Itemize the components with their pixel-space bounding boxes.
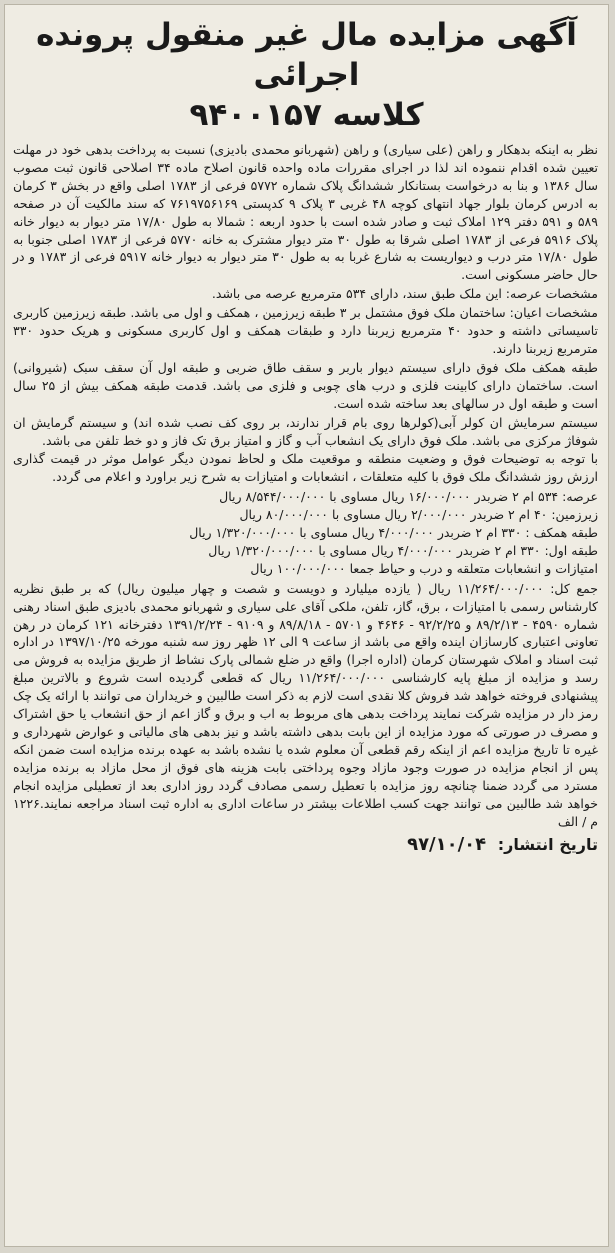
intro-paragraph: نظر به اینکه بدهکار و راهن (علی سیاری) و راهن (شهربانو محمدی بادیزی) نسبت به پرداخت بدهی خود در مهلت تعیین شده اقدام ننموده اند لذا در اجرای مقررات ماده واحده قانون اصلاح ماده ۳۴ اصلاحی قانون ثبت مصوب سال ۱۳۸۶ و بنا به درخواست بستانکار ششدانگ پلاک شماره ۵۷۷۲ فرعی از ۱۷۸۳ اصلی واقع در بخش ۳ کرمان به ادرس کرمان بلوار جهاد انتهای کوچه ۴۸ غربی ۳ پلاک ۹ کدپستی ۷۶۱۹۷۵۶۱۶۹ که سند مالکیت آن در صفحه ۵۸۹ و ۵۹۱ دفتر ۱۲۹ املاک ثبت و صادر شده است با حدود اربعه : شمالا به طول ۱۷/۸۰ متر دیوار به دیوار خانه پلاک ۵۹۱۶ فرعی از ۱۷۸۳ اصلی شرقا به طول ۳۰ متر دیوار مشترک به خانه ۵۷۷۰ فرعی از ۱۷۸۳ اصلی جنوبا به طول ۱۷/۸۰ متر درب و دیواریست به شارع غربا به به طول ۳۰ متر دیوار به دیوار خانه ۵۹۱۷ فرعی از ۱۷۸۳ و در حال حاضر مسکونی است.	[13, 142, 599, 283]
valuation-paragraph: با توجه به توضیحات فوق و وضعیت منطقه و موقعیت ملک و لحاظ نمودن دیگر عوامل موثر در قیمت گذاری ارزش روز ششدانگ ملک فوق با کلیه متعلقات ، انشعابات و امتیازات به شرح زیر براورد و اعلام می گردد.	[13, 451, 598, 485]
building-specs-paragraph: مشخصات اعیان: ساختمان ملک فوق مشتمل بر ۳ طبقه زیرزمین ، همکف و اول می باشد. طبقه زیرزمین کاربری تاسیساتی داشته و حدود ۴۰ مترمربع زیربنا دارد و طبقات همکف و اول کاربری مسکونی و هریک حدود ۳۳۰ مترمربع زیربنا دارند.	[13, 305, 598, 356]
auction-terms-paragraph: جمع کل: ۱۱/۲۶۴/۰۰۰/۰۰۰ ریال ( یازده میلیارد و دویست و شصت و چهار میلیون ریال) که بر طبق نظریه کارشناس رسمی با امتیازات ، برق، گاز، تلفن، ملکی آقای علی سیاری و شهربانو محمدی بادیزی طبق اسناد رهنی شماره ۴۵۹۰ - ۸۹/۲/۱۳ و ۹۲/۲/۲۵ - ۴۶۴۶ و ۵۷۰۱ - ۸۹/۸/۱۸ و ۹۱۰۹ - ۱۳۹۱/۲/۲۴ دفترخانه ۱۲۱ کرمان در رهن تعاونی اعتباری کارسازان اینده واقع می باشد از ساعت ۹ الی ۱۲ ظهر روز سه شنبه مورخه ۱۳۹۷/۱۰/۲۵ در اداره ثبت اسناد و املاک شهرستان کرمان (اداره اجرا) واقع در ضلع شمالی پارک نشاط از طریق مزایده به فروش می رسد و مزایده از مبلغ پایه کارشناسی ۱۱/۲۶۴/۰۰۰/۰۰۰ ریال که قطعی گردیده است شروع و بالاترین مبلغ پیشنهادی فروخته خواهد شد فروش کلا نقدی است لازم به ذکر است طالبین و خریداران می توانند با ارائه یک چک رمز دار در مزایده شرکت نمایند پرداخت بدهی های مربوط به اب و برق و گاز اعم از حق انشعاب یا حق اشتراک و مصرف در صورتی که مورد مزایده از این بابت بدهی داشته باشد و نیز بدهی های مالیاتی و عوارض شهرداری و غیره تا تاریخ مزایده اعم از اینکه رقم قطعی آن معلوم شده یا نشده باشد به عهده برنده مزایده است ضمن انکه پس از انجام مزایده در صورت وجود مازاد وجوه پرداختی بابت هزینه های فوق از محل مازاد به برنده مزایده مسترد می گردد ضمنا چنانچه روز مزایده با تعطیل رسمی مصادف گردد روز اداری بعد از تعطیلی مزایده انجام خواهد شد طالبین می توانند جهت کسب اطلاعات بیشتر در ساعات اداری به اداره ثبت اسناد مراجعه نمایند.۱۲۲۶ م / الف	[13, 580, 599, 829]
structure-paragraph: طبقه همکف ملک فوق دارای سیستم دیوار باربر و سقف طاق ضربی و طبقه اول آن سقف سبک (شیروانی) است. ساختمان دارای کابینت فلزی و درب های چوبی و فلزی می باشد. قدمت طبقه همکف بیش از ۲۵ سال است و طبقه اول در سالهای بعد ساخته شده است.	[13, 359, 599, 411]
newspaper-clipping	[4, 4, 609, 1247]
land-specs-paragraph: مشخصات عرصه: این ملک طبق سند، دارای ۵۳۴ مترمربع عرصه می باشد.	[211, 286, 598, 302]
price-row-basement: زیرزمین: ۴۰ ام ۲ ضربدر ۲/۰۰۰/۰۰۰ ریال مساوی با ۸۰/۰۰۰/۰۰۰ ریال	[239, 507, 598, 523]
notice-title: آگهی مزایده مال غیر منقول پرونده اجرائی	[36, 17, 577, 93]
utilities-paragraph: سیستم سرمایش ان کولر آبی(کولرها روی بام قرار ندارند، بر روی کف نصب شده اند) و سیستم گرمایش ان شوفاژ مرکزی می باشد. ملک فوق دارای یک انشعاب آب و گاز و امتیاز برق تک فاز و دو خط تلفن می باشد.	[13, 414, 598, 448]
price-row-ground-floor: طبقه همکف : ۳۳۰ ام ۲ ضربدر ۴/۰۰۰/۰۰۰ ریال مساوی با ۱/۳۲۰/۰۰۰/۰۰۰ ریال	[189, 525, 598, 541]
price-row-first-floor: طبقه اول: ۳۳۰ ام ۲ ضربدر ۴/۰۰۰/۰۰۰ ریال مساوی با ۱/۳۲۰/۰۰۰/۰۰۰ ریال	[208, 542, 598, 558]
price-row-land: عرصه: ۵۳۴ ام ۲ ضربدر ۱۶/۰۰۰/۰۰۰ ریال مساوی با ۸/۵۴۴/۰۰۰/۰۰۰ ریال	[219, 489, 598, 505]
publication-date-label: تاریخ انتشار:	[497, 835, 598, 855]
publication-date-value: ۹۷/۱۰/۰۴	[407, 834, 487, 856]
case-number: کلاسه ۹۴۰۰۱۵۷	[189, 97, 424, 133]
price-row-utilities: امتیازات و انشعابات متعلقه و درب و حیاط جمعا ۱۰۰/۰۰۰/۰۰۰ ریال	[250, 560, 598, 576]
notice-body	[5, 141, 608, 856]
publication-date	[13, 834, 598, 856]
price-list	[13, 488, 598, 578]
